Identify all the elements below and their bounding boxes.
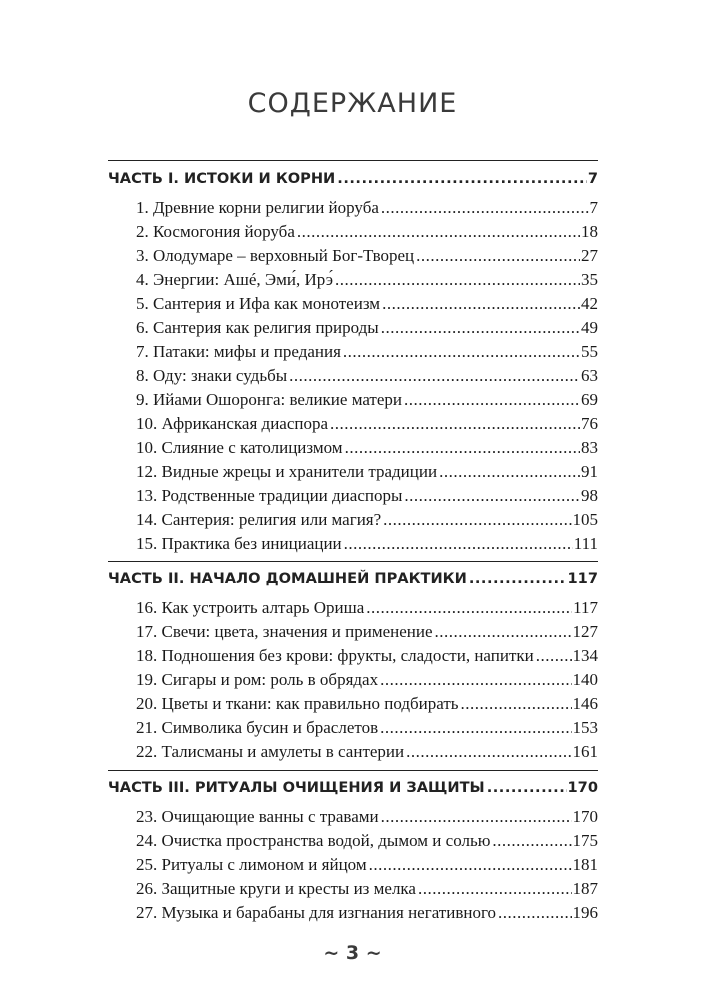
- leader-dots: [369, 855, 572, 875]
- toc-item-page: 91: [581, 462, 598, 481]
- toc-item-page: 63: [581, 366, 598, 385]
- page-number: ~ 3 ~: [323, 942, 382, 964]
- leader-dots: [297, 222, 580, 242]
- toc-item-page: 117: [573, 598, 598, 617]
- toc-item-page: 111: [573, 534, 598, 553]
- toc-item-title: 24. Очистка пространства водой, дымом и солью: [136, 831, 491, 850]
- toc-item: [108, 646, 598, 666]
- toc-item-page: 146: [572, 694, 598, 713]
- leader-dots: [416, 246, 580, 266]
- toc-item-title: 17. Свечи: цвета, значения и применение: [136, 622, 433, 641]
- toc-item: [108, 510, 598, 530]
- leader-dots: [335, 270, 580, 290]
- toc-part-title: ЧАСТЬ III. РИТУАЛЫ ОЧИЩЕНИЯ И ЗАЩИТЫ: [108, 779, 485, 796]
- toc-item: [108, 318, 598, 338]
- toc-item: [108, 622, 598, 642]
- toc-item: [108, 534, 598, 554]
- header-rule: [108, 160, 598, 161]
- toc-part-title: ЧАСТЬ II. НАЧАЛО ДОМАШНЕЙ ПРАКТИКИ: [108, 570, 467, 587]
- leader-dots: [330, 414, 580, 434]
- toc-item-title: 22. Талисманы и амулеты в сантерии: [136, 742, 405, 761]
- toc-item-title: 21. Символика бусин и браслетов: [136, 718, 379, 737]
- toc-item-page: 18: [581, 222, 598, 241]
- leader-dots: [435, 622, 572, 642]
- toc-item-title: 7. Патаки: мифы и предания: [136, 342, 341, 361]
- toc-item: [108, 831, 598, 851]
- toc-item-title: 12. Видные жрецы и хранители традиции: [136, 462, 438, 481]
- leader-dots: [344, 534, 573, 554]
- toc-item-page: 35: [581, 270, 598, 289]
- toc-item: [108, 390, 598, 410]
- toc-item-page: 134: [572, 646, 598, 665]
- toc-part-page: 7: [587, 170, 598, 187]
- toc-item-page: 187: [572, 879, 598, 898]
- leader-dots: [487, 779, 567, 796]
- leader-dots: [345, 438, 580, 458]
- toc-item-page: 42: [581, 294, 598, 313]
- toc-part-2: [108, 570, 598, 587]
- toc-item: [108, 222, 598, 242]
- leader-dots: [381, 807, 572, 827]
- toc-item-page: 83: [581, 438, 598, 457]
- leader-dots: [289, 366, 580, 386]
- toc-item: [108, 198, 598, 218]
- leader-dots: [380, 670, 571, 690]
- section-rule: [108, 561, 598, 562]
- toc-item: [108, 294, 598, 314]
- toc-item-title: 19. Сигары и ром: роль в обрядах: [136, 670, 379, 689]
- toc-item-title: 18. Подношения без крови: фрукты, сладости, напитки: [136, 646, 534, 665]
- toc-item-page: 55: [581, 342, 598, 361]
- toc-item-page: 196: [572, 903, 598, 922]
- leader-dots: [469, 570, 567, 587]
- toc-part-1: [108, 170, 598, 187]
- toc-item-title: 16. Как устроить алтарь Ориша: [136, 598, 365, 617]
- toc-item: [108, 462, 598, 482]
- toc-item: [108, 718, 598, 738]
- toc-item-title: 1. Древние корни религии йоруба: [136, 198, 379, 217]
- toc-item: [108, 342, 598, 362]
- leader-dots: [381, 318, 580, 338]
- page-title: СОДЕРЖАНИЕ: [247, 88, 458, 119]
- toc-item-title: 2. Космогония йоруба: [136, 222, 295, 241]
- toc-item-page: 175: [572, 831, 598, 850]
- toc-item: [108, 438, 598, 458]
- toc-item-title: 14. Сантерия: религия или магия?: [136, 510, 382, 529]
- toc-item-title: 3. Олодумаре – верховный Бог-Творец: [136, 246, 415, 265]
- leader-dots: [406, 742, 571, 762]
- toc-item-page: 181: [572, 855, 598, 874]
- toc-item: [108, 598, 598, 618]
- leader-dots: [439, 462, 580, 482]
- leader-dots: [337, 170, 587, 187]
- toc-item: [108, 366, 598, 386]
- toc-item-title: 23. Очищающие ванны с травами: [136, 807, 379, 826]
- toc-item: [108, 855, 598, 875]
- leader-dots: [404, 390, 580, 410]
- toc-item-title: 10. Африканская диаспора: [136, 414, 329, 433]
- toc-item-page: 7: [589, 198, 598, 217]
- toc-item-title: 4. Энергии: Ашé, Эми́, Ирэ́: [136, 270, 333, 289]
- toc-item: [108, 246, 598, 266]
- toc-part-page: 117: [567, 570, 598, 587]
- toc-item: [108, 486, 598, 506]
- leader-dots: [498, 903, 572, 923]
- toc-item: [108, 879, 598, 899]
- leader-dots: [536, 646, 572, 666]
- toc-item: [108, 807, 598, 827]
- toc-part-title: ЧАСТЬ I. ИСТОКИ И КОРНИ: [108, 170, 336, 187]
- toc-item-title: 6. Сантерия как религия природы: [136, 318, 379, 337]
- toc-item-title: 8. Оду: знаки судьбы: [136, 366, 288, 385]
- leader-dots: [380, 718, 571, 738]
- toc-item-title: 5. Сантерия и Ифа как монотеизм: [136, 294, 381, 313]
- toc-item-page: 140: [572, 670, 598, 689]
- toc-item-title: 13. Родственные традиции диаспоры: [136, 486, 403, 505]
- leader-dots: [418, 879, 572, 899]
- leader-dots: [461, 694, 572, 714]
- toc-item-title: 20. Цветы и ткани: как правильно подбирать: [136, 694, 459, 713]
- toc-item-page: 170: [572, 807, 598, 826]
- toc-item-title: 10. Слияние с католицизмом: [136, 438, 343, 457]
- toc-item-title: 9. Ийами Ошоронга: великие матери: [136, 390, 403, 409]
- leader-dots: [404, 486, 580, 506]
- section-rule: [108, 770, 598, 771]
- toc-item-page: 49: [581, 318, 598, 337]
- toc-item-page: 27: [581, 246, 598, 265]
- toc-item: [108, 903, 598, 923]
- toc-item-page: 153: [572, 718, 598, 737]
- toc-item-page: 161: [572, 742, 598, 761]
- leader-dots: [343, 342, 580, 362]
- toc-item-title: 25. Ритуалы с лимоном и яйцом: [136, 855, 367, 874]
- toc-item-title: 15. Практика без инициации: [136, 534, 342, 553]
- toc-item-title: 26. Защитные круги и кресты из мелка: [136, 879, 416, 898]
- leader-dots: [366, 598, 572, 618]
- leader-dots: [492, 831, 571, 851]
- toc-part-3: [108, 779, 598, 796]
- toc-item: [108, 670, 598, 690]
- leader-dots: [381, 198, 589, 218]
- toc-item-page: 76: [581, 414, 598, 433]
- toc-item: [108, 414, 598, 434]
- toc-item: [108, 270, 598, 290]
- toc-part-page: 170: [567, 779, 598, 796]
- toc-item-page: 69: [581, 390, 598, 409]
- toc-item-page: 105: [572, 510, 598, 529]
- leader-dots: [383, 510, 571, 530]
- toc-item: [108, 694, 598, 714]
- toc-item-title: 27. Музыка и барабаны для изгнания негативного: [136, 903, 496, 922]
- toc-item-page: 127: [572, 622, 598, 641]
- toc-item-page: 98: [581, 486, 598, 505]
- toc-item: [108, 742, 598, 762]
- leader-dots: [382, 294, 580, 314]
